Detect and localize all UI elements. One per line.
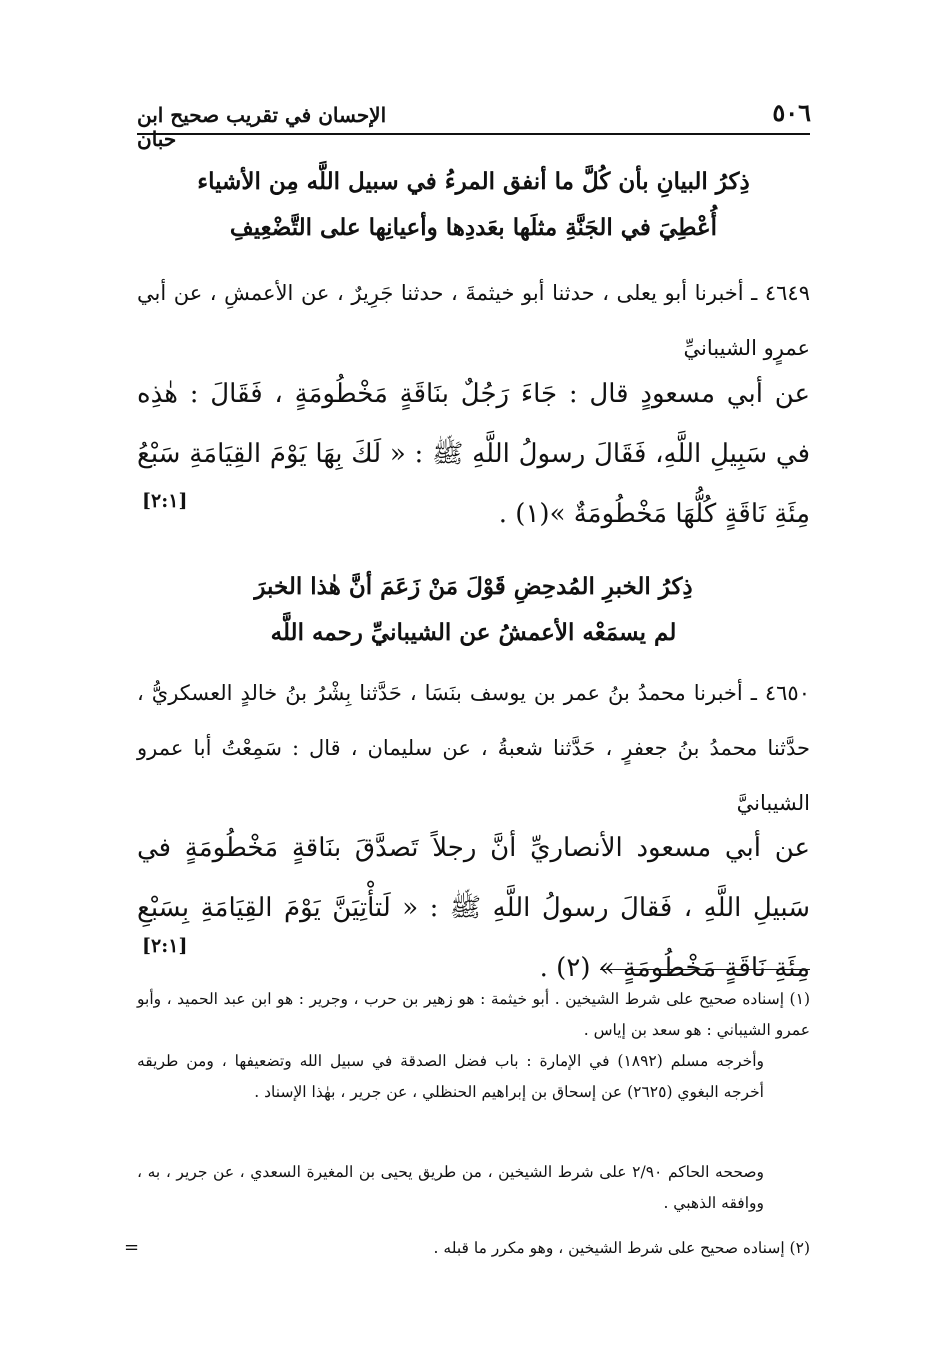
section-heading-1-line-1: ذِكرُ البيانِ بأن كُلَّ ما أنفق المرءُ في سبيل اللَّه مِن الأشياء xyxy=(197,168,750,195)
footnote-1-paragraph-2: وأخرجه مسلم (١٨٩٢) في الإمارة : باب فضل الصدقة في سبيل الله وتضعيفها ، ومن طريقه أخرجه البغوي (٢٦٢٥) عن إسحاق بن إبراهيم الحنظلي ، عن جرير ، بهٰذا الإسناد . xyxy=(137,1052,764,1101)
hadith-matn-4649: عن أبي مسعودٍ قال : جَاءَ رَجُلٌ بنَاقَةٍ مَخْطُومَةٍ ، فَقَالَ : هٰذِه في سَبِيلِ اللَّهِ، فَقَالَ رسولُ اللَّهِ ﷺ : « لَكَ بِهَا يَوْمَ القِيَامَةِ سَبْعُ مِئَةِ نَاقَةٍ كُلُّهَا مَخْطُومَةٌ »(١) . xyxy=(137,379,810,529)
page-number: ٥٠٦ xyxy=(772,98,811,127)
hadith-isnad-4650: ٤٦٥٠ ـ أخبرنا محمدُ بنُ عمر بن يوسف بنَسَا ، حَدَّثنا بِشْرُ بنُ خالدٍ العسكريُّ ، حدَّثنا محمدُ بنُ جعفرٍ ، حَدَّثنا شعبةُ ، عن سليمان ، قال : سَمِعْتُ أبا عمرو الشيبانيَّ xyxy=(137,681,810,815)
header-divider xyxy=(137,133,810,135)
continuation-mark: = xyxy=(124,1237,140,1258)
running-title: الإحسان في تقريب صحيح ابن حبان xyxy=(137,103,387,151)
footnote-1-paragraph-3: وصححه الحاكم ٢/٩٠ على شرط الشيخين ، من طريق يحيى بن المغيرة السعدي ، عن جرير ، به ، ووافقه الذهبي . xyxy=(137,1163,764,1212)
section-heading-2-line-1: ذِكرُ الخبرِ المُدحِضِ قَوْلَ مَنْ زَعَمَ أنَّ هٰذا الخبرَ xyxy=(254,573,693,600)
hadith-reference-4650: [٢:١] xyxy=(142,935,188,957)
hadith-isnad-4649: ٤٦٤٩ ـ أخبرنا أبو يعلى ، حدثنا أبو خيثمةَ ، حدثنا جَرِيرٌ ، عن الأعمشِ ، عن أبي عمرٍو الشيبانيِّ xyxy=(137,281,810,360)
footnote-divider xyxy=(600,969,810,970)
hadith-reference-4649: [٢:١] xyxy=(142,490,188,512)
footnote-1-paragraph-1: (١) إسناده صحيح على شرط الشيخين . أبو خيثمة : هو زهير بن حرب ، وجرير : هو ابن عبد الحميد ، وأبو عمرو الشيباني : هو سعد بن إياس . xyxy=(137,990,810,1039)
hadith-matn-4650: عن أبي مسعود الأنصاريِّ أنَّ رجلاً تَصدَّقَ بنَاقةٍ مَخْطُومَةٍ في سَبيلِ اللَّهِ ، فَقالَ رسولُ اللَّهِ ﷺ : « لَتأْتِيَنَّ يَوْمَ القِيَامَةِ بِسَبْعِ مِئَةِ نَاقَةٍ مَخْطُومَةٍ » (٢) . xyxy=(137,833,810,983)
footnote-2: (٢) إسناده صحيح على شرط الشيخين ، وهو مكرر ما قبله . xyxy=(433,1239,810,1257)
section-heading-2-line-2: لم يسمَعْه الأعمشُ عن الشيبانيِّ رحمه اللَّه xyxy=(270,619,677,646)
section-heading-1-line-2: أُعْطِيَ في الجَنَّةِ مثلَها بعَددِها وأعيانِها على التَّضْعِيفِ xyxy=(229,214,718,241)
